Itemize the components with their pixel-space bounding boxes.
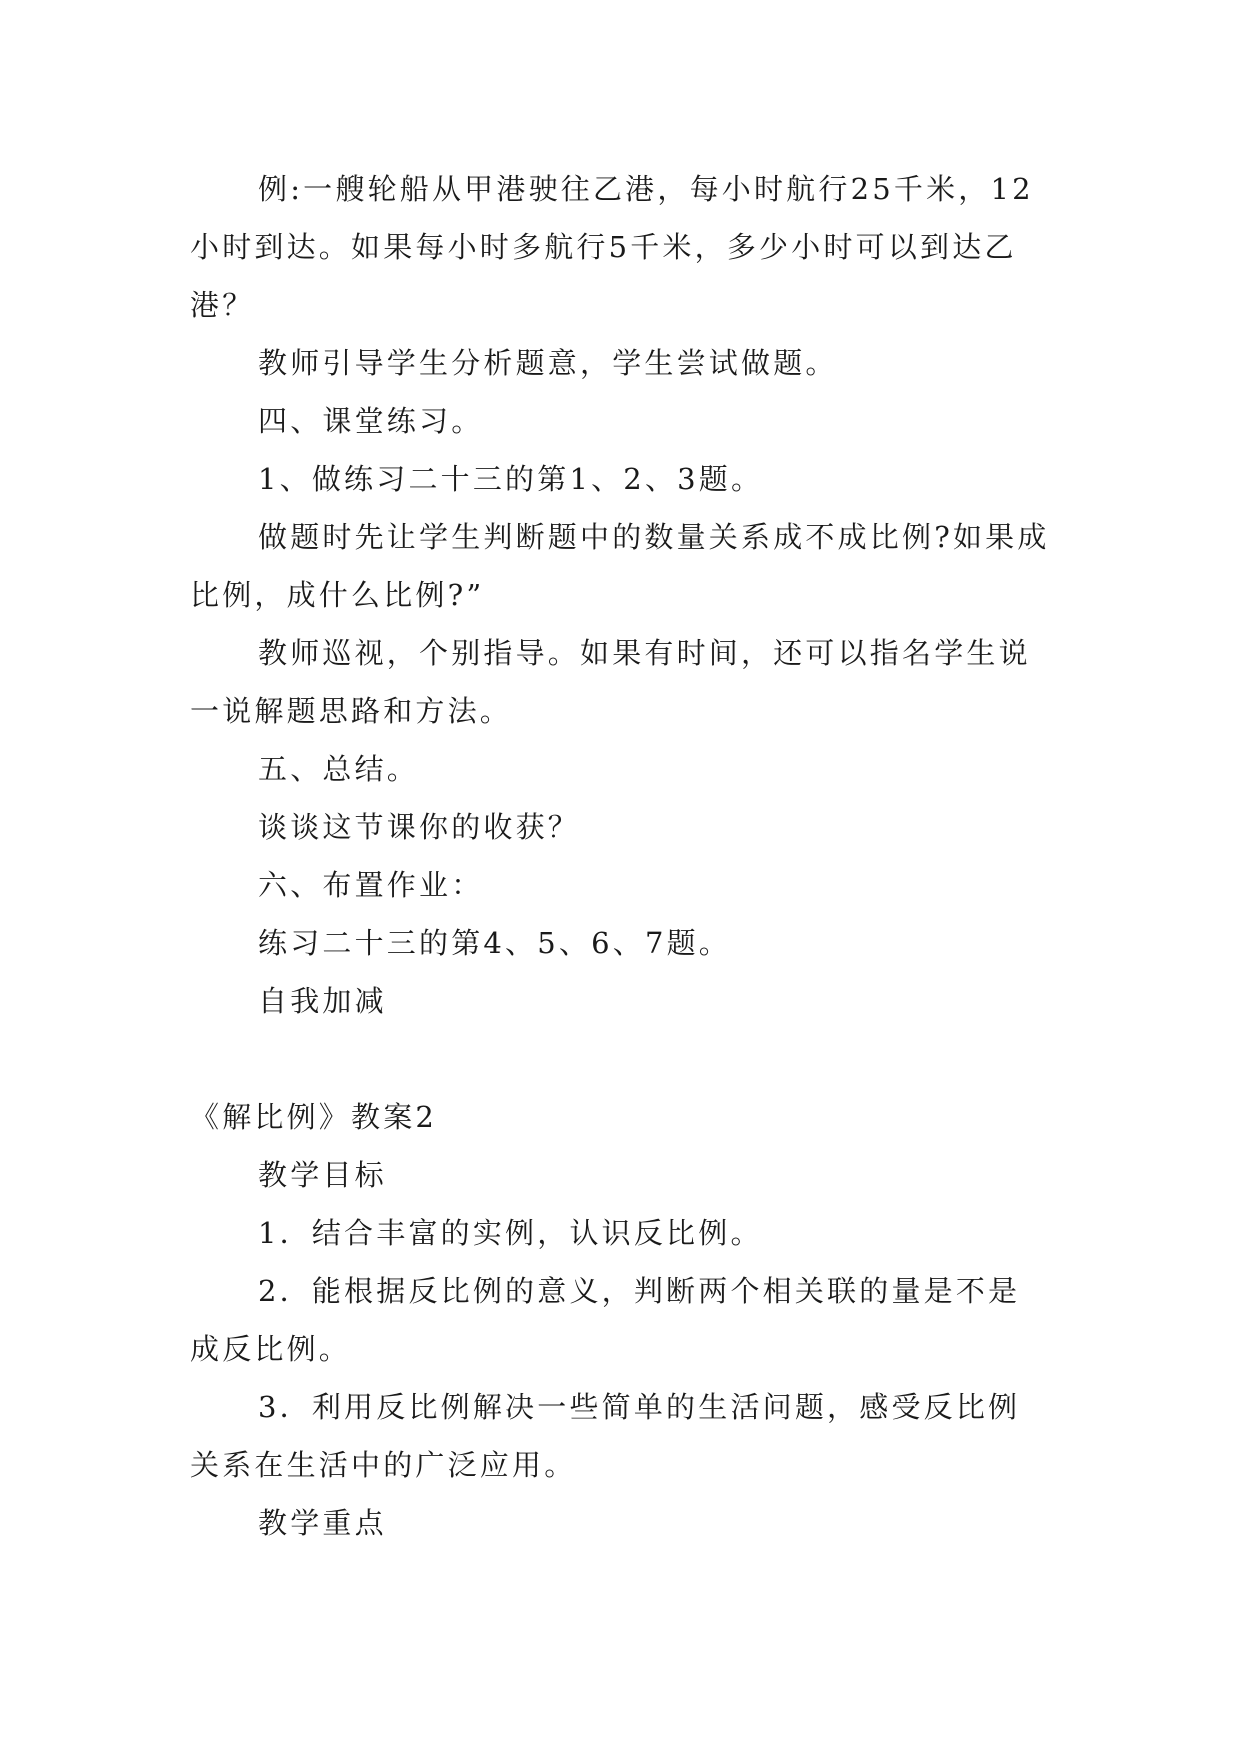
goal-item-3: 3．利用反比例解决一些简单的生活问题，感受反比例关系在生活中的广泛应用。 bbox=[190, 1390, 1021, 1482]
goal-item-2: 2．能根据反比例的意义，判断两个相关联的量是不是成反比例。 bbox=[190, 1274, 1021, 1366]
paragraph-teacher-guidance: 教师引导学生分析题意，学生尝试做题。 bbox=[258, 346, 838, 380]
section-title: 《解比例》教案2 bbox=[190, 1100, 438, 1134]
heading-teaching-goals: 教学目标 bbox=[258, 1158, 387, 1192]
heading-teaching-focus: 教学重点 bbox=[258, 1506, 387, 1540]
paragraph-example-problem: 例:一艘轮船从甲港驶往乙港，每小时航行25千米，12小时到达。如果每小时多航行5千米，多少小时可以到达乙港？ bbox=[190, 172, 1034, 322]
heading-summary: 五、总结。 bbox=[258, 752, 420, 786]
paragraph-exercise-1: 1、做练习二十三的第1、2、3题。 bbox=[258, 462, 764, 496]
paragraph-harvest-question: 谈谈这节课你的收获？ bbox=[258, 810, 581, 844]
goal-item-1: 1．结合丰富的实例，认识反比例。 bbox=[258, 1216, 763, 1250]
paragraph-judge-proportion: 做题时先让学生判断题中的数量关系成不成比例?如果成比例，成什么比例?” bbox=[190, 520, 1050, 612]
document-page bbox=[190, 160, 1052, 1552]
paragraph-homework-exercise: 练习二十三的第4、5、6、7题。 bbox=[258, 926, 732, 960]
heading-homework: 六、布置作业： bbox=[258, 868, 484, 902]
section-gap bbox=[190, 1030, 1052, 1088]
heading-classroom-practice: 四、课堂练习。 bbox=[258, 404, 484, 438]
paragraph-self-reflection: 自我加减 bbox=[258, 984, 387, 1018]
paragraph-teacher-patrol: 教师巡视，个别指导。如果有时间，还可以指名学生说一说解题思路和方法。 bbox=[190, 636, 1031, 728]
